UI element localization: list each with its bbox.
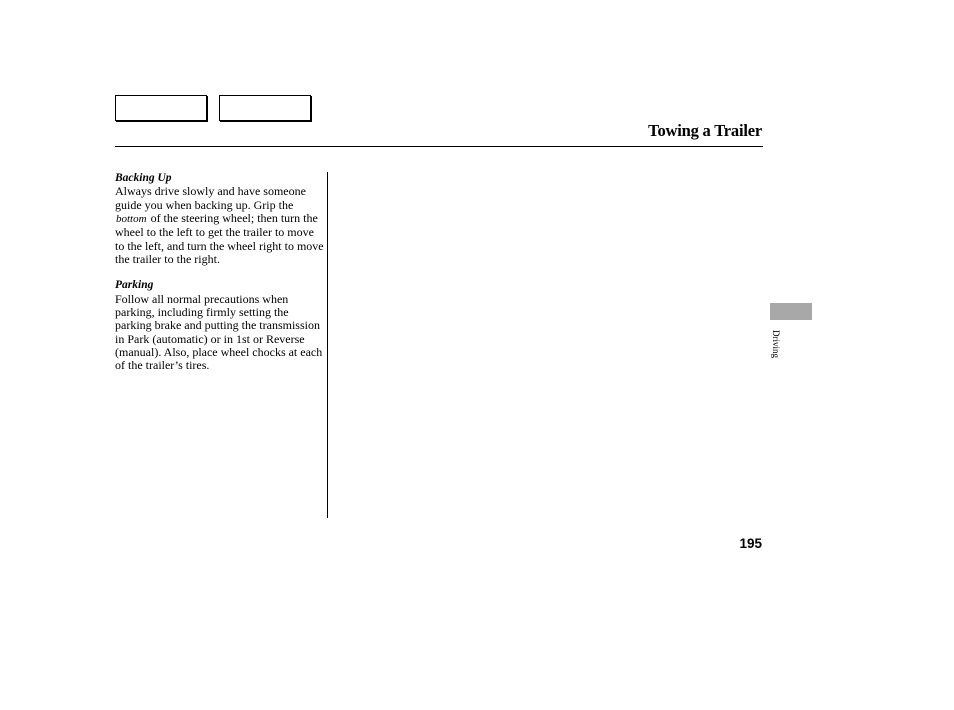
column-divider [327,172,328,518]
page-number: 195 [739,536,762,551]
backing-up-emphasis: bottom [116,213,147,226]
section-heading-parking: Parking [115,279,154,292]
section-body-parking: Follow all normal precautions when parking, including firmly setting the parking brake and putting the transmission in Park (automatic) or in 1st or Reverse (manual). Also, place wheel chocks at each of the trailer’s tires. [115,291,323,373]
page-title: Towing a Trailer [648,121,762,140]
backing-up-text-start: Always drive slowly and have someone guide you when backing up. Grip the [115,184,306,212]
section-heading-backing-up: Backing Up [115,172,172,184]
previous-page-button[interactable] [115,95,207,121]
chapter-tab-label: Driving [771,330,781,358]
text-column [115,172,325,373]
title-rule [115,146,763,147]
next-page-button[interactable] [219,95,311,121]
section-gap [115,266,325,279]
chapter-tab[interactable] [770,303,812,320]
backing-up-text-end: of the steering wheel; then turn the wheel to the left to get the trailer to move to the left, and turn the wheel right to move the trailer to the right. [115,211,324,267]
section-body-backing-up [115,185,325,266]
